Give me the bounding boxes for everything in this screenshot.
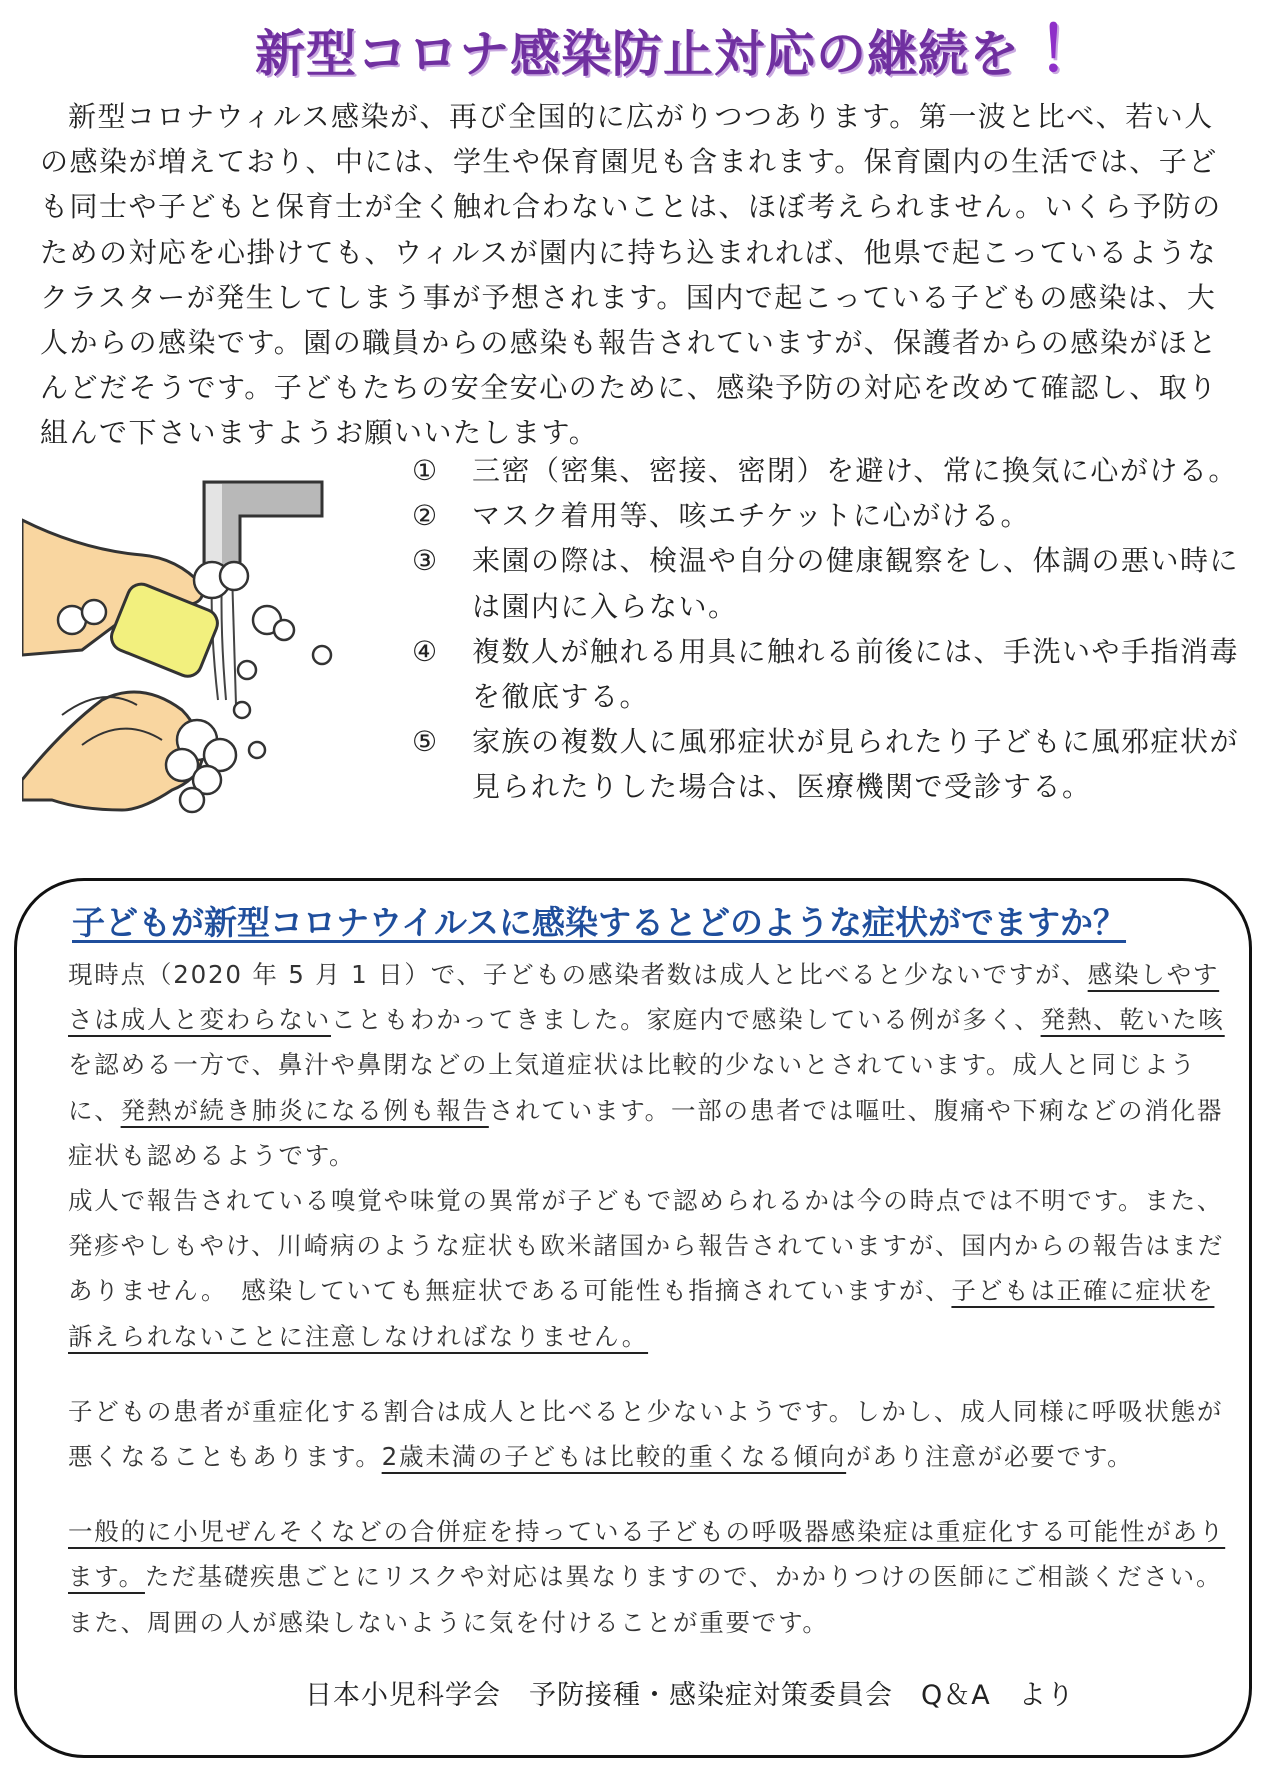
measure-item (412, 629, 1242, 719)
measure-number: ① (412, 454, 439, 487)
measure-number: ⑤ (412, 725, 439, 759)
qa-underlined-text: 発熱が続き肺炎になる例も報告 (120, 1095, 489, 1125)
qa-paragraph (68, 1509, 1238, 1645)
measure-text: 複数人が触れる用具に触れる前後には、手洗いや手指消毒を徹底する。 (472, 634, 1240, 714)
prevention-measures-list (412, 448, 1242, 810)
qa-paragraph (68, 952, 1238, 1178)
qa-text: こともわかってきました。家庭内で感染している例が多く、 (331, 1005, 1041, 1035)
measure-text: 三密（密集、密接、密閉）を避け、常に換気に心がける。 (472, 454, 1238, 487)
qa-title: 子どもが新型コロナウイルスに感染するとどのような症状がでますか？ (72, 903, 1127, 942)
source-credit: 日本小児科学会 予防接種・感染症対策委員会 Q＆A より (305, 1680, 1075, 1711)
measure-item (412, 719, 1242, 809)
qa-underlined-text: 感染しやすさは成人と変わらない (68, 960, 1220, 1035)
measure-text: 来園の際は、検温や自分の健康観察をし、体調の悪い時には園内に入らない。 (472, 544, 1240, 623)
measure-item (412, 493, 1242, 538)
paragraph-spacer (68, 1479, 1238, 1509)
qa-body (68, 952, 1238, 1645)
intro-section (40, 94, 1236, 456)
qa-text: があり注意が必要です。 (846, 1442, 1134, 1472)
qa-underlined-text: 一般的に小児ぜんそくなどの合併症を持っている子どもの呼吸器感染症は重症化する可能性があります。 (68, 1517, 1226, 1592)
measure-number: ② (412, 499, 439, 533)
qa-text: を認める一方で、鼻汁や鼻閉などの上気道症状は比較的少ないとされています。成人と同じように、 (68, 1050, 1197, 1125)
qa-text: 成人で報告されている嗅覚や味覚の異常が子どもで認められるかは今の時点では不明です。また、発疹やしもやけ、川崎病のような症状も欧米諸国から報告されていますが、国内からの報告はまだありません。 感染していても無症状である可能性も指摘されていますが、 (68, 1186, 1225, 1306)
exclamation-mark: ！ (1038, 13, 1102, 86)
qa-text: されています。一部の患者では嘔吐、腹痛や下痢などの消化器症状も認めるようです。 (68, 1095, 1224, 1170)
qa-paragraph (68, 1389, 1238, 1479)
qa-text: 現時点（2020 年 5 月 1 日）で、子どもの感染者数は成人と比べると少ないですが、 (68, 960, 1088, 989)
paragraph-spacer (68, 1359, 1238, 1389)
measure-number: ③ (412, 544, 439, 578)
qa-underlined-text: 子どもは正確に症状を訴えられないことに注意しなければなりません。 (68, 1276, 1215, 1351)
measure-text: 家族の複数人に風邪症状が見られたり子どもに風邪症状が見られたりした場合は、医療機関で受診する。 (472, 725, 1240, 804)
qa-underlined-text: 発熱、乾いた咳 (1040, 1005, 1225, 1035)
qa-text: 子どもの患者が重症化する割合は成人と比べると少ないようです。しかし、成人同様に呼吸状態が悪くなることもあります。 (68, 1396, 1224, 1472)
measure-number: ④ (412, 634, 439, 668)
qa-underlined-text: 2歳未満の子どもは比較的重くなる傾向 (381, 1442, 847, 1472)
measure-item (412, 538, 1242, 628)
handwashing-illustration-icon (22, 480, 402, 840)
page-title (255, 14, 1215, 86)
measure-item (412, 448, 1242, 493)
intro-paragraph: 新型コロナウィルス感染が、再び全国的に広がりつつあります。第一波と比べ、若い人の感染が増えており、中には、学生や保育園児も含まれます。保育園内の生活では、子ども同士や子どもと保育士が全く触れ合わないことは、ほぼ考えられません。いくら予防のための対応を心掛けても、ウィルスが園内に持ち込まれれば、他県で起こっているようなクラスターが発生してしまう事が予想されます。国内で起こっている子どもの感染は、大人からの感染です。園の職員からの感染も報告されていますが、保護者からの感染がほとんどだそうです。子どもたちの安全安心のために、感染予防の対応を改めて確認し、取り組んで下さいますようお願いいたします。 (40, 100, 1222, 450)
qa-paragraph (68, 1178, 1238, 1359)
measure-text: マスク着用等、咳エチケットに心がける。 (472, 499, 1030, 533)
qa-text: ただ基礎疾患ごとにリスクや対応は異なりますので、かかりつけの医師にご相談ください。また、周囲の人が感染しないように気を付けることが重要です。 (68, 1562, 1223, 1637)
page-title-text: 新型コロナ感染防止対応の継続を (255, 24, 1020, 83)
